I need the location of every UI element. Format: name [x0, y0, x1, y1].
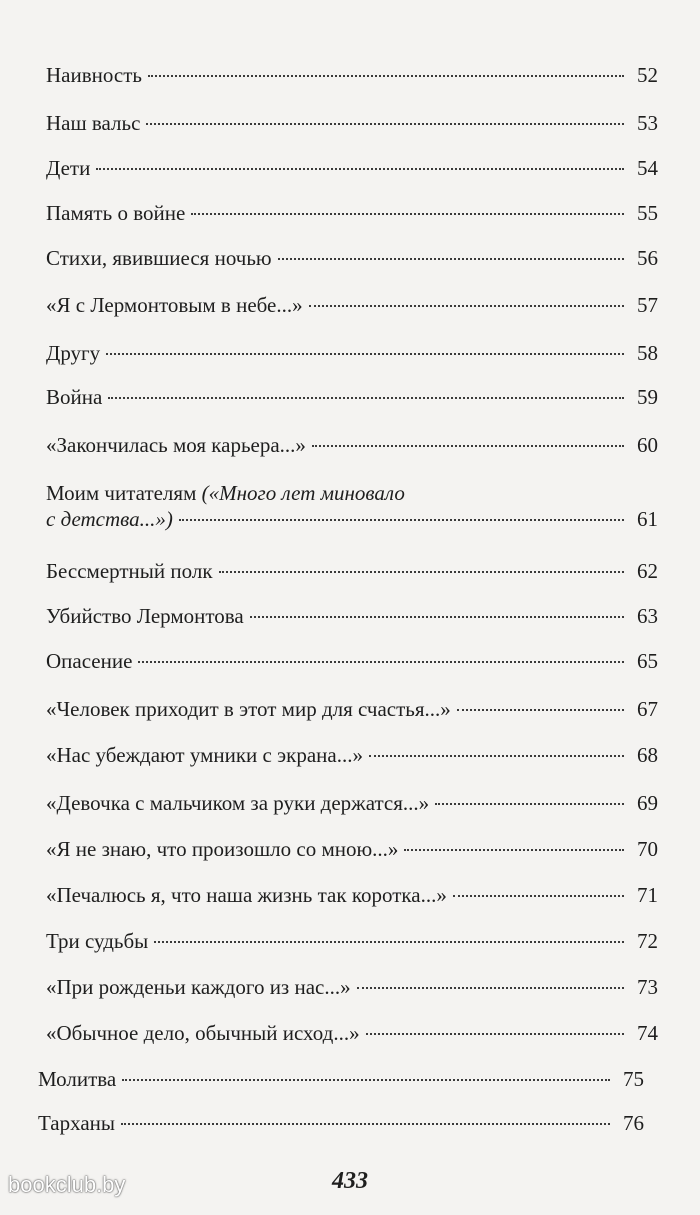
- toc-entry: [46, 480, 658, 532]
- toc-entry-title: Война: [46, 385, 103, 409]
- dot-leader: [219, 571, 624, 573]
- dot-leader: [366, 1033, 624, 1035]
- toc-entry-page: 52: [637, 63, 658, 87]
- toc-entry-title: Тарханы: [38, 1111, 116, 1135]
- dot-leader: [191, 213, 624, 215]
- dot-leader: [106, 353, 624, 355]
- toc-entry-title: Память о войне: [46, 201, 186, 225]
- toc-entry-page: 53: [637, 111, 658, 135]
- toc-entry-title-line2: [46, 506, 173, 532]
- dot-leader: [146, 123, 624, 125]
- dot-leader: [357, 987, 624, 989]
- toc-entry-page: 57: [637, 293, 658, 317]
- toc-entry: [46, 790, 658, 816]
- dot-leader: [250, 616, 624, 618]
- toc-entry-title: «Обычное дело, обычный исход...»: [46, 1021, 360, 1045]
- toc-entry: [46, 974, 658, 1000]
- toc-entry-title: «Печалюсь я, что наша жизнь так коротка...»: [46, 883, 447, 907]
- toc-entry-title: «При рожденьи каждого из нас...»: [46, 975, 351, 999]
- toc-entry-title: Молитва: [38, 1067, 117, 1091]
- toc-entry-title-main: Моим читателям: [46, 481, 197, 505]
- dot-leader: [108, 397, 624, 399]
- toc-entry-title: Другу: [46, 341, 101, 365]
- dot-leader: [404, 849, 624, 851]
- watermark: bookclub.by: [8, 1172, 126, 1197]
- toc-entry: [46, 1020, 658, 1046]
- toc-entry-page: 71: [637, 883, 658, 907]
- toc-entry: [46, 882, 658, 908]
- toc-entry-title: «Человек приходит в этот мир для счастья...»: [46, 697, 451, 721]
- toc-entry-title: Наш вальс: [46, 111, 141, 135]
- toc-entry: [46, 292, 658, 318]
- toc-entry-title-italic: («Много лет миновало: [201, 481, 405, 505]
- dot-leader: [122, 1079, 610, 1081]
- dot-leader: [309, 305, 624, 307]
- toc-entry-page: 62: [637, 559, 658, 583]
- toc-entry: [46, 928, 658, 954]
- toc-entry: [46, 432, 658, 458]
- toc-entry-title: Три судьбы: [46, 929, 149, 953]
- toc-entry-page: 58: [637, 341, 658, 365]
- dot-leader: [369, 755, 624, 757]
- dot-leader: [457, 709, 624, 711]
- toc-entry-page: 65: [637, 649, 658, 673]
- toc-entry-page: 54: [637, 156, 658, 180]
- toc-entry-page: 73: [637, 975, 658, 999]
- dot-leader: [453, 895, 624, 897]
- toc-entry: [46, 742, 658, 768]
- dot-leader: [278, 258, 624, 260]
- toc-entry: [46, 200, 658, 226]
- toc-entry-page: 74: [637, 1021, 658, 1045]
- dot-leader: [148, 75, 624, 77]
- toc-entry-line2: [46, 506, 658, 532]
- toc-entry-title: «Девочка с мальчиком за руки держатся...»: [46, 791, 430, 815]
- toc-entry-page: 69: [637, 791, 658, 815]
- toc-entry-title: «Я с Лермонтовым в небе...»: [46, 293, 303, 317]
- dot-leader: [154, 941, 624, 943]
- toc-entry-page: 61: [637, 507, 658, 531]
- toc-entry-title: Стихи, явившиеся ночью: [46, 246, 272, 270]
- toc-entry-title-line1: [46, 480, 658, 506]
- toc-entry-page: 59: [637, 385, 658, 409]
- toc-entry-title: Бессмертный полк: [46, 559, 213, 583]
- toc-entry-page: 76: [623, 1111, 644, 1135]
- page-number: 433: [332, 1168, 368, 1194]
- dot-leader: [138, 661, 624, 663]
- toc-entry: [46, 340, 658, 366]
- toc-entry-title: «Я не знаю, что произошло со мною...»: [46, 837, 399, 861]
- toc-entry: [46, 384, 658, 410]
- toc-entry: [46, 648, 658, 674]
- toc-entry-page: 55: [637, 201, 658, 225]
- toc-entry: [46, 603, 658, 629]
- toc-entry: [46, 155, 658, 181]
- toc-entry-page: 67: [637, 697, 658, 721]
- toc-entry-title: Дети: [46, 156, 91, 180]
- toc-entry-title: Опасение: [46, 649, 133, 673]
- toc-entry-page: 56: [637, 246, 658, 270]
- toc-entry-title: «Закончилась моя карьера...»: [46, 433, 306, 457]
- toc-entry-page: 60: [637, 433, 658, 457]
- dot-leader: [96, 168, 624, 170]
- dot-leader: [179, 519, 624, 521]
- toc-entry: [38, 1110, 644, 1136]
- toc-entry-page: 72: [637, 929, 658, 953]
- toc-entry-page: 75: [623, 1067, 644, 1091]
- toc-entry: [46, 245, 658, 271]
- toc-entry-title-italic: с детства...»): [46, 507, 173, 531]
- toc-entry: [46, 110, 658, 136]
- toc-entry: [46, 836, 658, 862]
- toc-entry-title: «Нас убеждают умники с экрана...»: [46, 743, 363, 767]
- toc-entry: [46, 558, 658, 584]
- toc-entry-page: 70: [637, 837, 658, 861]
- toc-entry-page: 63: [637, 604, 658, 628]
- toc-entry-title: Убийство Лермонтова: [46, 604, 244, 628]
- dot-leader: [312, 445, 624, 447]
- dot-leader: [121, 1123, 610, 1125]
- dot-leader: [435, 803, 624, 805]
- toc-entry-page: 68: [637, 743, 658, 767]
- toc-entry: [46, 62, 658, 88]
- toc-entry: [38, 1066, 644, 1092]
- toc-entry-title: Наивность: [46, 63, 142, 87]
- toc-entry: [46, 696, 658, 722]
